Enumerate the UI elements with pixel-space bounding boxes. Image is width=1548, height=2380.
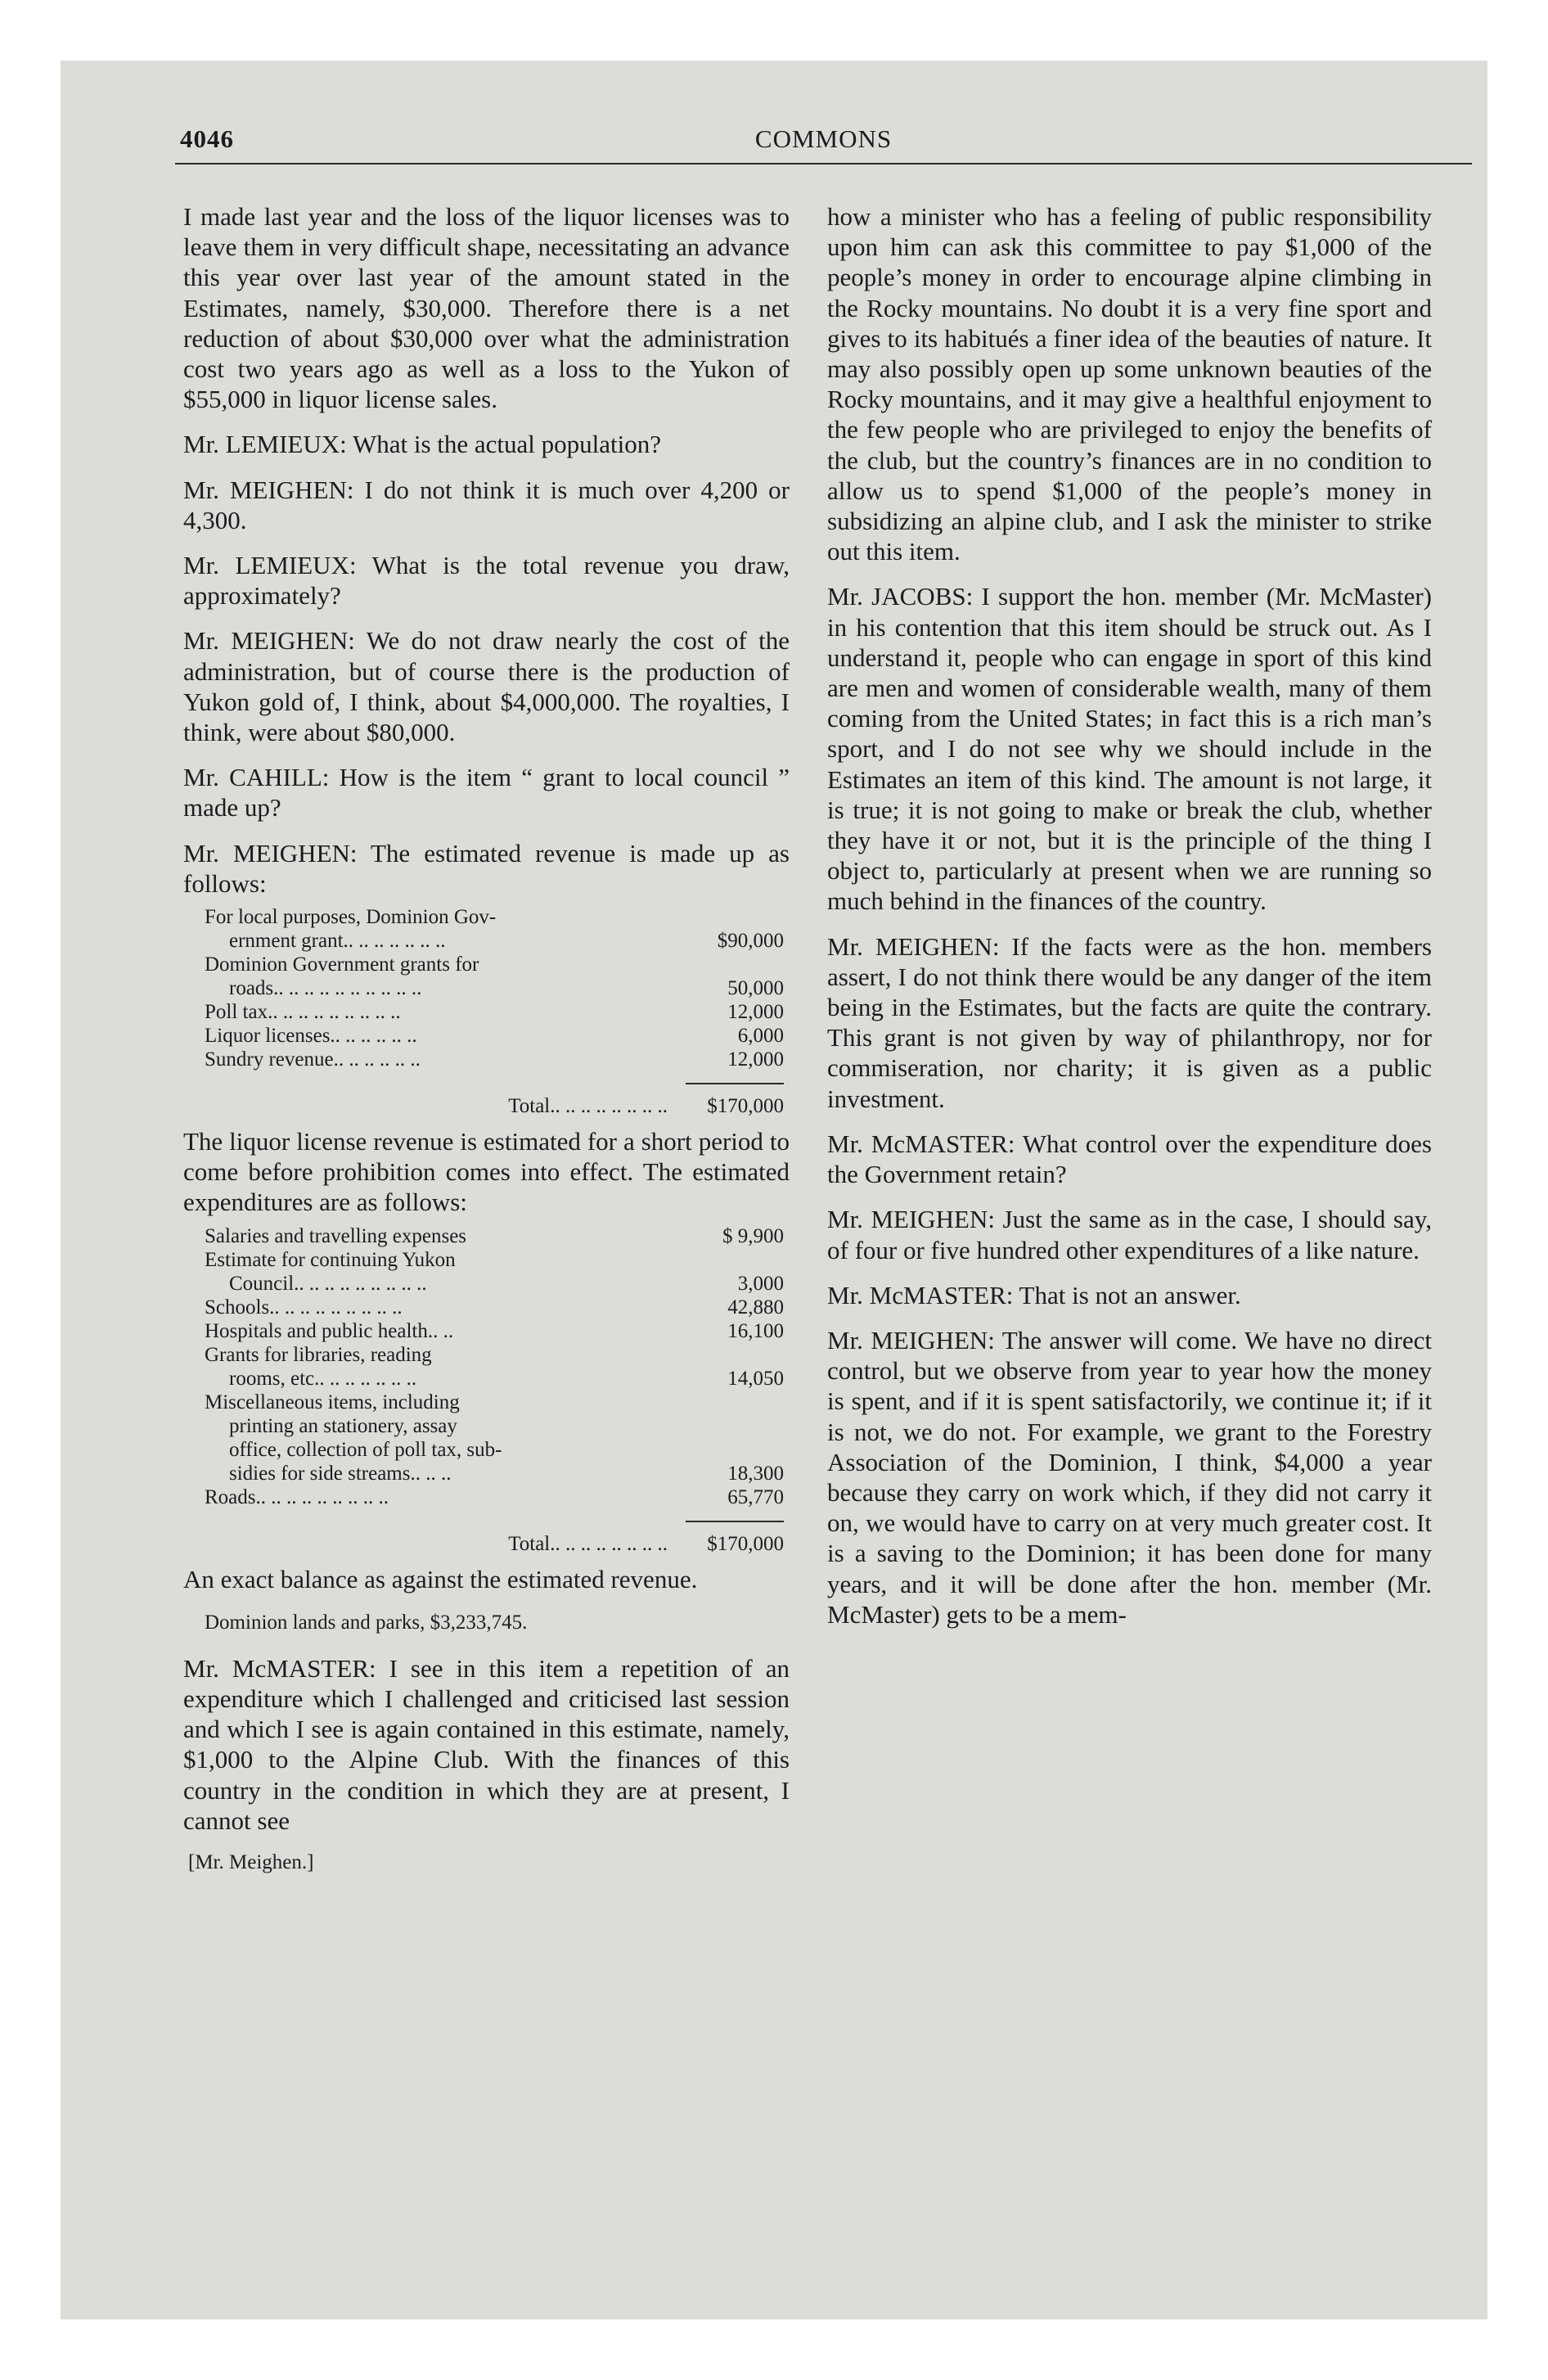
table-row: [205, 1024, 784, 1048]
row-label: roads.. .. .. .. .. .. .. .. .. ..: [229, 977, 422, 1000]
row-amount: 65,770: [727, 1485, 784, 1508]
page: [61, 61, 1487, 2319]
row-label: office, collection of poll tax, sub-: [229, 1438, 502, 1461]
row-amount: $90,000: [717, 930, 784, 953]
paragraph: how a minister who has a feeling of public responsibility upon him can ask this committee to pay $1,000 of the people’s money in order to encourage alpine climbing in the Rocky mountains. No doubt it is a very fine sport and gives to its habitués a finer idea of the beauties of nature. It may also possibly open up some unknown beauties of the Rocky mountains, and it may give a healthful enjoyment to the few people who are privileged to enjoy the benefits of the club, but the country’s finances are in no condition to allow us to spend $1,000 of the people’s money in subsidizing an alpine club, and I ask the minister to strike out this item.: [827, 202, 1432, 566]
running-head: COMMONS: [754, 124, 893, 153]
paragraph: Mr. MEIGHEN: The answer will come. We have no direct control, but we observe from year to year how the money is spent, and if it is spent satisfactorily, we continue it; if it is not, we do not. For example, we grant to the Forestry Association of the Dominion, I think, $4,000 a year because they carry on work which, if they did not carry it on, we would have to carry on at very much greater cost. It is a saving to the Dominion; it has been done for many years, and it will be done after the hon. member (Mr. McMaster) gets to be a mem-: [827, 1325, 1432, 1629]
paragraph: The liquor license revenue is estimated for a short period to come before prohibition comes into effect. The estimated expenditures are as follows:: [183, 1127, 790, 1217]
row-amount: 42,880: [727, 1296, 784, 1318]
page-number: 4046: [180, 124, 234, 153]
row-label: printing an stationery, assay: [229, 1414, 457, 1437]
paragraph: An exact balance as against the estimated revenue.: [183, 1564, 698, 1593]
paragraph: Mr. MEIGHEN: Just the same as in the case, I should say, of four or five hundred other expenditures of a like nature.: [827, 1205, 1432, 1264]
table-row: [205, 1485, 784, 1509]
table-row: [205, 1391, 784, 1414]
paragraph: Mr. MEIGHEN: If the facts were as the hon. members assert, I do not think there would be any danger of the item being in the Estimates, but the facts are quite the contrary. This grant is not given by way of philanthropy, nor for commiseration, nor charity; it is given as a public investment.: [827, 931, 1432, 1113]
row-label: Sundry revenue.. .. .. .. .. ..: [205, 1048, 421, 1071]
paragraph: Mr. McMASTER: I see in this item a repetition of an expenditure which I challenged and criticised last session and which I see is again contained in this estimate, namely, $1,000 to the Alpine Club. With the finances of this country in the condition in which they are at present, I cannot see: [183, 1653, 790, 1835]
total-label: Total.. .. .. .. .. .. .. ..: [508, 1095, 668, 1118]
table-row: [205, 953, 784, 976]
paragraph: Mr. LEMIEUX: What is the actual population?: [183, 430, 661, 459]
page-header: [175, 118, 1472, 167]
row-label: rooms, etc.. .. .. .. .. .. ..: [229, 1367, 417, 1390]
sum-rule: [686, 1083, 784, 1084]
row-amount: 3,000: [737, 1272, 784, 1295]
paragraph: Mr. MEIGHEN: I do not think it is much over 4,200 or 4,300.: [183, 475, 790, 534]
paragraph: Mr. MEIGHEN: We do not draw nearly the cost of the administration, but of course there is the production of Yukon gold of, I think, about $4,000,000. The royalties, I think, were about $80,000.: [183, 626, 790, 747]
row-amount: 14,050: [727, 1367, 784, 1390]
row-label: Council.. .. .. .. .. .. .. .. ..: [229, 1272, 427, 1295]
row-amount: 18,300: [727, 1462, 784, 1485]
total-row: [205, 1094, 784, 1118]
table-row: [205, 1462, 784, 1485]
paragraph: Mr. McMASTER: What control over the expenditure does the Government retain?: [827, 1129, 1432, 1189]
speaker-footer: [Mr. Meighen.]: [188, 1851, 314, 1874]
estimate-item-heading: Dominion lands and parks, $3,233,745.: [205, 1611, 528, 1634]
total-amount: $170,000: [707, 1532, 784, 1555]
row-amount: 6,000: [737, 1025, 784, 1048]
paragraph: Mr. McMASTER: That is not an answer.: [827, 1280, 1241, 1309]
row-label: Estimate for continuing Yukon: [205, 1248, 456, 1271]
paragraph: I made last year and the loss of the liquor licenses was to leave them in very difficult shape, necessitating an advance this year over last year of the amount stated in the Estimates, namely, $30,000. Therefore there is a net reduction of about $30,000 over what the administration cost two years ago as well as a loss to the Yukon of $55,000 in liquor license sales.: [183, 202, 790, 414]
table-row: [205, 929, 784, 953]
table-row: [205, 1048, 784, 1071]
row-label: Miscellaneous items, including: [205, 1391, 460, 1413]
total-row: [205, 1532, 784, 1556]
sum-rule: [686, 1521, 784, 1522]
table-row: [205, 1000, 784, 1024]
row-label: For local purposes, Dominion Gov-: [205, 906, 497, 929]
row-label: ernment grant.. .. .. .. .. .. ..: [229, 930, 446, 953]
row-label: Dominion Government grants for: [205, 953, 479, 976]
row-label: Salaries and travelling expenses: [205, 1224, 467, 1247]
expenditure-table: [205, 1224, 784, 1556]
table-row: [205, 1296, 784, 1319]
row-amount: 12,000: [727, 1048, 784, 1071]
left-column: [183, 201, 790, 1875]
row-label: sidies for side streams.. .. ..: [229, 1462, 452, 1485]
paragraph: Mr. LEMIEUX: What is the total revenue you draw, approximately?: [183, 551, 790, 611]
table-row: [205, 1367, 784, 1391]
paragraph: Mr. MEIGHEN: The estimated revenue is made up as follows:: [183, 838, 790, 898]
row-amount: 12,000: [727, 1001, 784, 1024]
row-label: Schools.. .. .. .. .. .. .. .. ..: [205, 1296, 403, 1318]
table-row: [205, 1414, 784, 1438]
total-label: Total.. .. .. .. .. .. .. ..: [508, 1532, 668, 1555]
paragraph: Mr. CAHILL: How is the item “ grant to local council ” made up?: [183, 763, 790, 823]
total-amount: $170,000: [707, 1095, 784, 1118]
row-label: Roads.. .. .. .. .. .. .. .. ..: [205, 1485, 389, 1508]
row-amount: $ 9,900: [722, 1224, 784, 1247]
right-column: [827, 201, 1432, 1644]
table-row: [205, 905, 784, 929]
table-row: [205, 1319, 784, 1343]
table-row: [205, 1248, 784, 1272]
table-row: [205, 1438, 784, 1462]
table-row: [205, 1343, 784, 1367]
paragraph: Mr. JACOBS: I support the hon. member (Mr. McMaster) in his contention that this item should be struck out. As I understand it, people who can engage in sport of this kind are men and women of considerable wealth, many of them coming from the United States; in fact this is a rich man’s sport, and I do not see why we should include in the Estimates an item of this kind. The amount is not large, it is true; it is not going to make or break the club, whether they have it or not, but it is the principle of the thing I object to, particularly at present when we are running so much behind in the finances of the country.: [827, 582, 1432, 916]
row-label: Poll tax.. .. .. .. .. .. .. .. ..: [205, 1001, 401, 1024]
table-row: [205, 1224, 784, 1248]
header-rule: [175, 163, 1472, 165]
row-label: Liquor licenses.. .. .. .. .. ..: [205, 1025, 417, 1048]
row-amount: 16,100: [727, 1319, 784, 1342]
table-row: [205, 1272, 784, 1296]
row-label: Hospitals and public health.. ..: [205, 1319, 454, 1342]
revenue-table: [205, 905, 784, 1118]
row-label: Grants for libraries, reading: [205, 1343, 432, 1366]
row-amount: 50,000: [727, 977, 784, 1000]
table-row: [205, 976, 784, 1000]
